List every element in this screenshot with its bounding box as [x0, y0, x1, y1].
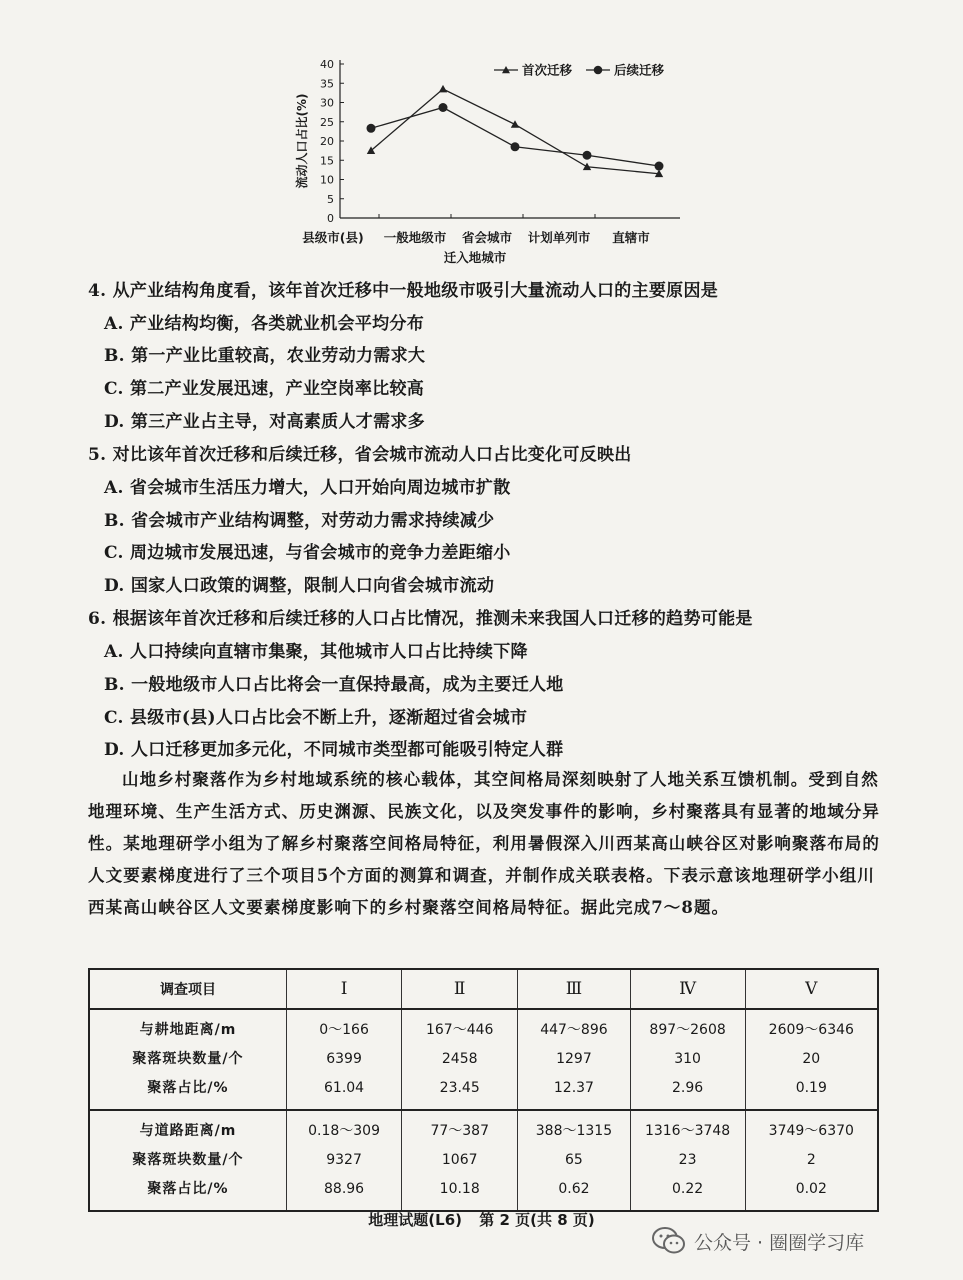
- x-tick-label: 一般地级市: [383, 230, 447, 245]
- table-cell: 1297: [556, 1051, 592, 1067]
- table-cell: 9327: [326, 1152, 362, 1168]
- series-line-triangle: [371, 89, 659, 174]
- settlement-survey-table: [88, 968, 879, 1212]
- table-cell: 0.19: [795, 1080, 827, 1096]
- y-tick-label: 35: [320, 77, 334, 91]
- footer-page-number: 第 2 页(共 8 页): [479, 1211, 595, 1229]
- table-cell: 2609～6346: [768, 1022, 854, 1038]
- y-tick-label: 40: [320, 58, 334, 71]
- row-label: 聚落斑块数量/个: [132, 1051, 244, 1067]
- question-5-option-c: C. 周边城市发展迅速，与省会城市的竞争力差距缩小: [104, 543, 511, 563]
- table-cell: 61.04: [324, 1080, 365, 1096]
- table-cell: 0.02: [795, 1181, 827, 1197]
- column-ii: [402, 1110, 518, 1211]
- x-tick-label: 计划单列市: [527, 230, 591, 245]
- y-tick-label: 25: [320, 115, 334, 129]
- table-cell: 23: [678, 1152, 697, 1168]
- data-point-circle: [655, 162, 664, 171]
- table-cell: 447～896: [540, 1022, 608, 1038]
- legend-label: 首次迁移: [522, 62, 573, 78]
- passage-text: 山地乡村聚落作为乡村地域系统的核心载体，其空间格局深刻映射了人地关系互馈机制。受到自然地理环境、生产生活方式、历史渊源、民族文化，以及突发事件的影响，乡村聚落具有显著的地域分异性。某地理研学小组为了解乡村聚落空间格局特征，利用暑假深入川西某高山峡谷区对影响聚落布局的人文要素梯度进行了三个项目5个方面的测算和调查，并制作成关联表格。下表示意该地理研学小组川西某高山峡谷区人文要素梯度影响下的乡村聚落空间格局特征。据此完成7～8题。: [88, 770, 880, 917]
- y-axis-label: 流动人口占比(%): [295, 93, 309, 189]
- column-ii: [402, 1009, 518, 1110]
- table-group-road: [89, 1110, 878, 1211]
- watermark: [652, 1226, 864, 1256]
- y-tick-label: 30: [320, 96, 334, 110]
- table-cell: 2: [806, 1152, 816, 1168]
- table-cell: 12.37: [553, 1080, 594, 1096]
- row-labels: [89, 1110, 286, 1211]
- question-5-option-a: A. 省会城市生活压力增大，人口开始向周边城市扩散: [104, 478, 511, 498]
- row-label: 聚落斑块数量/个: [132, 1152, 244, 1168]
- question-4-option-b: B. 第一产业比重较高，农业劳动力需求大: [104, 346, 426, 366]
- table-cell: 0.22: [672, 1181, 704, 1197]
- question-6-option-a: A. 人口持续向直辖市集聚，其他城市人口占比持续下降: [104, 642, 528, 662]
- legend-marker-circle: [594, 66, 603, 75]
- column-iv: [630, 1009, 745, 1110]
- table-cell: 1067: [441, 1152, 478, 1168]
- table-group-farmland: [89, 1009, 878, 1110]
- table-header-cell: Ⅱ: [402, 969, 518, 1009]
- column-iii: [518, 1009, 630, 1110]
- x-tick-label: 县级市(县): [302, 230, 364, 245]
- wechat-icon: [652, 1226, 686, 1256]
- table-header-cell: Ⅴ: [745, 969, 878, 1009]
- x-axis-label: 迁入地城市: [443, 250, 507, 265]
- reading-passage: [88, 764, 888, 924]
- question-6-option-d: D. 人口迁移更加多元化，不同城市类型都可能吸引特定人群: [104, 740, 564, 760]
- table-header-cell: Ⅲ: [518, 969, 630, 1009]
- table-cell: 1316～3748: [644, 1123, 731, 1139]
- row-label: 聚落占比/%: [147, 1080, 229, 1096]
- column-i: [286, 1009, 401, 1110]
- data-point-triangle: [511, 120, 519, 128]
- table-cell: 10.18: [439, 1181, 480, 1197]
- table-cell: 88.96: [324, 1181, 365, 1197]
- table-cell: 6399: [326, 1051, 362, 1067]
- question-4-option-c: C. 第二产业发展迅速，产业空岗率比较高: [104, 379, 425, 399]
- table-cell: 0.18～309: [308, 1123, 380, 1139]
- data-point-circle: [439, 103, 448, 112]
- y-tick-label: 20: [320, 135, 334, 148]
- x-tick-label: 直辖市: [612, 230, 650, 245]
- table-cell: 23.45: [439, 1080, 480, 1096]
- y-tick-label: 5: [327, 192, 334, 206]
- table-cell: 388～1315: [535, 1123, 613, 1139]
- question-4-option-d: D. 第三产业占主导，对高素质人才需求多: [104, 412, 425, 432]
- column-v: [745, 1009, 878, 1110]
- x-tick-label: 省会城市: [461, 230, 513, 245]
- table-cell: 20: [802, 1051, 821, 1067]
- y-tick-label: 15: [320, 154, 334, 168]
- table-cell: 77～387: [430, 1123, 489, 1139]
- row-label: 聚落占比/%: [147, 1181, 229, 1197]
- y-tick-label: 10: [320, 173, 334, 187]
- data-point-circle: [367, 124, 376, 133]
- table-cell: 897～2608: [649, 1022, 726, 1038]
- question-5-option-b: B. 省会城市产业结构调整，对劳动力需求持续减少: [104, 511, 495, 531]
- question-6-stem: 6. 根据该年首次迁移和后续迁移的人口占比情况，推测未来我国人口迁移的趋势可能是: [88, 609, 753, 629]
- column-iv: [630, 1110, 745, 1211]
- table-cell: 310: [674, 1051, 701, 1067]
- column-v: [745, 1110, 878, 1211]
- table-header-cell: 调查项目: [89, 969, 286, 1009]
- data-point-circle: [583, 151, 592, 160]
- table-cell: 167～446: [425, 1022, 494, 1038]
- table-cell: 0.62: [558, 1181, 590, 1197]
- series-line-circle: [371, 108, 659, 167]
- row-label: 与耕地距离/m: [139, 1022, 237, 1038]
- table-cell: 2458: [441, 1051, 478, 1067]
- watermark-text: 公众号 · 圈圈学习库: [694, 1231, 865, 1254]
- data-point-triangle: [439, 85, 447, 93]
- row-labels: [89, 1009, 286, 1110]
- table-header-cell: Ⅰ: [286, 969, 401, 1009]
- table-cell: 2.96: [672, 1080, 704, 1096]
- question-4-stem: 4. 从产业结构角度看，该年首次迁移中一般地级市吸引大量流动人口的主要原因是: [88, 281, 719, 301]
- column-iii: [518, 1110, 630, 1211]
- migration-line-chart: [280, 50, 700, 268]
- data-point-triangle: [583, 163, 591, 171]
- question-4-option-a: A. 产业结构均衡，各类就业机会平均分布: [104, 314, 425, 334]
- row-label: 与道路距离/m: [139, 1123, 237, 1139]
- legend-label: 后续迁移: [614, 62, 665, 78]
- table-header-cell: Ⅳ: [630, 969, 745, 1009]
- table-cell: 65: [565, 1152, 583, 1168]
- table-cell: 0～166: [319, 1022, 369, 1038]
- data-point-circle: [511, 142, 520, 151]
- question-6-option-b: B. 一般地级市人口占比将会一直保持最高，成为主要迁人地: [104, 675, 564, 695]
- question-6-option-c: C. 县级市(县)人口占比会不断上升，逐渐超过省会城市: [104, 708, 528, 728]
- column-i: [286, 1110, 401, 1211]
- table-cell: 3749～6370: [768, 1123, 854, 1139]
- question-5-option-d: D. 国家人口政策的调整，限制人口向省会城市流动: [104, 576, 495, 596]
- table-header-row: [89, 969, 878, 1009]
- question-5-stem: 5. 对比该年首次迁移和后续迁移，省会城市流动人口占比变化可反映出: [88, 445, 632, 465]
- y-tick-label: 0: [327, 212, 334, 225]
- footer-subject: 地理试题(L6): [368, 1211, 462, 1229]
